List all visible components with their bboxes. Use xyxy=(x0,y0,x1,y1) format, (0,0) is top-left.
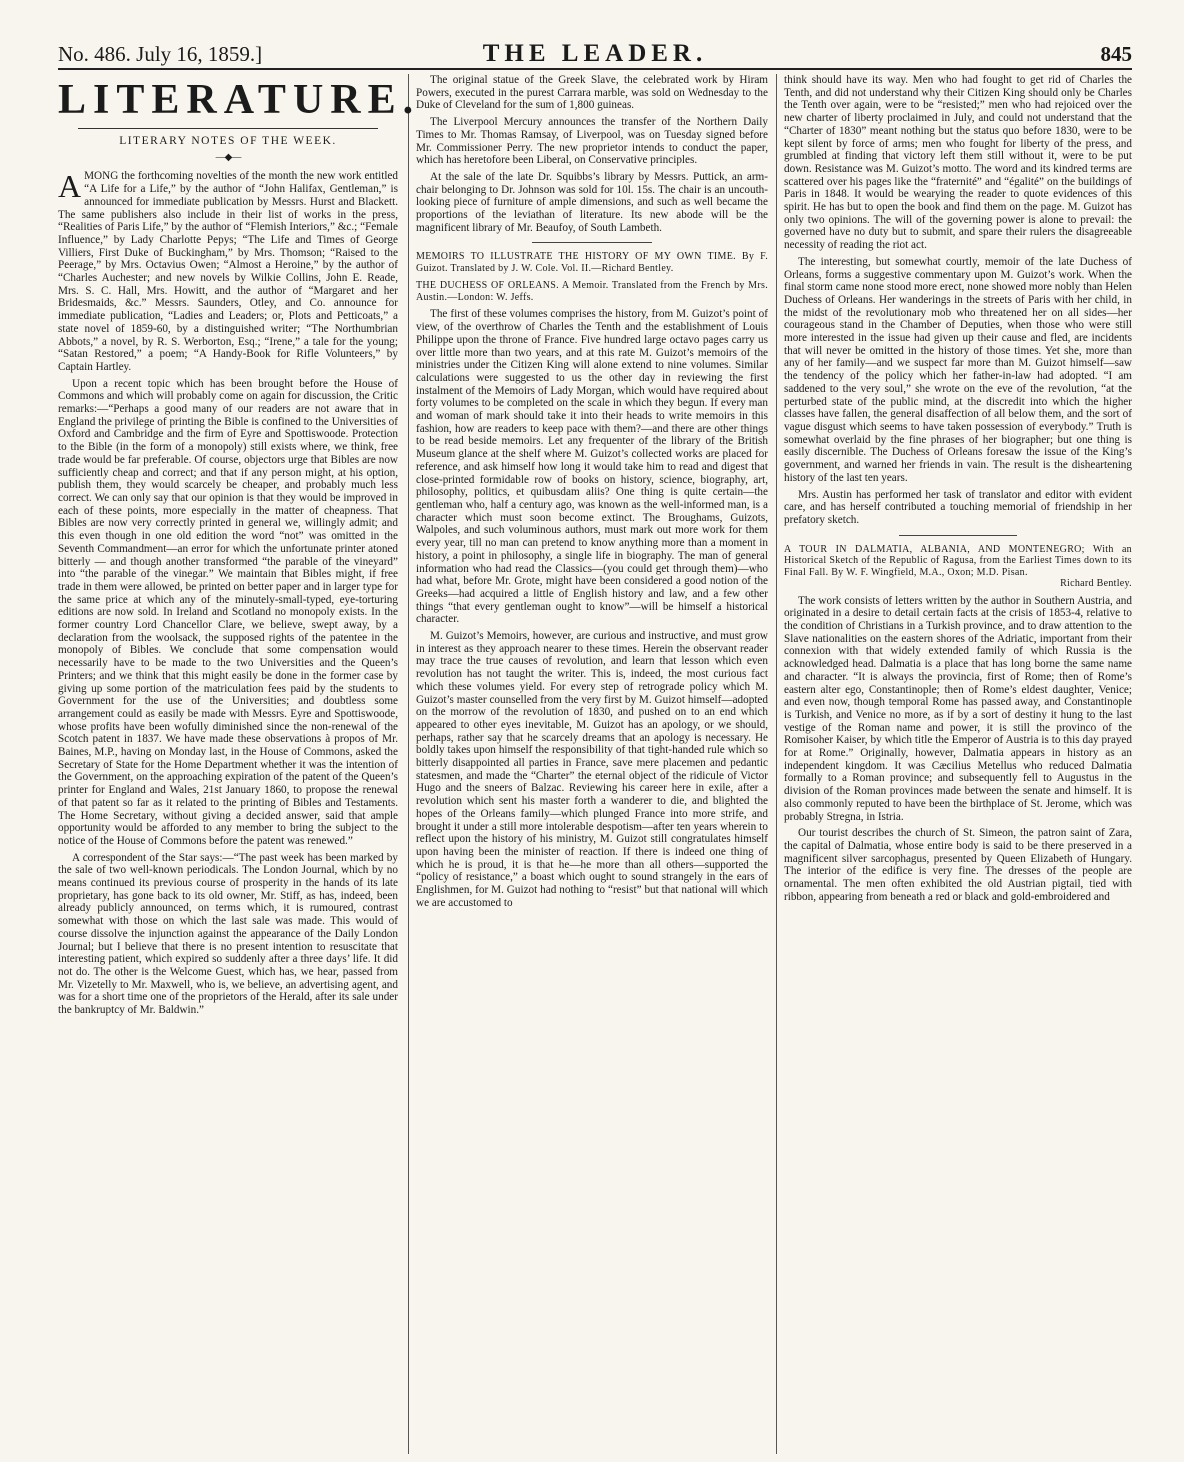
paragraph: The original statue of the Greek Slave, the celebrated work by Hiram Powers, executed in the purest Carrara marble, was sold on Wednesday to the Duke of Cleveland for the sum of 1,800 guineas. xyxy=(416,74,768,112)
paragraph xyxy=(58,170,398,373)
paragraph: Mrs. Austin has performed her task of translator and editor with evident care, and has herself contributed a touching memorial of friendship in her prefatory sketch. xyxy=(784,488,1132,526)
separator xyxy=(899,535,1017,536)
newspaper-title: THE LEADER. xyxy=(482,40,708,67)
review-title xyxy=(784,544,1132,590)
section-subheading: LITERARY NOTES OF THE WEEK. xyxy=(119,135,337,147)
column-2 xyxy=(416,74,768,913)
ornament: —◆— xyxy=(215,151,241,163)
heading-rule xyxy=(78,128,377,129)
paragraph: At the sale of the late Dr. Squibbs’s library by Messrs. Puttick, an arm-chair belonging to Dr. Johnson was sold for 10l. 15s. The chair is an uncouth-looking piece of furniture of ample dimensions, and such as well became the proportions of the leviathan of literature. Its new abode will be the magnificent library of Mr. Beaufoy, of South Lambeth. xyxy=(416,170,768,234)
paragraph-text: MONG the forthcoming novelties of the month the new work entitled “A Life for a Life,” by the author of “John Halifax, Gentleman,” is announced for immediate publication by Messrs. Hurst and Blackett. The same publishers also include in their list of works in the press, “Realities of Paris Life,” by the author of “Flemish Interiors,” &c.; “Female Influence,” by Lady Charlotte Pepys; “The Life and Times of George Villiers, First Duke of Buckingham,” by Mrs. Thomson; “Raised to the Peerage,” by Mrs. Octavius Owen; “Almost a Heroine,” by the author of “Charles Auchester; and new novels by Wilkie Collins, John E. Reade, Mrs. S. C. Hall, Mrs. Howitt, and the author of “Margaret and her Bridesmaids, &c.” Messrs. Saunders, Otley, and Co. announce for immediate publication, “Ladies and Leaders; or, Plots and Petticoats,” a state novel of 1859-60, by a distinguished writer; “The Northumbrian Abbots,” a novel, by R. S. Werborton, Esq.; “Irene,” a tale for the young; “Satan Restored,” a poem; “A Handy-Book for Rifle Volunteers,” by Captain Hartley. xyxy=(58,170,398,373)
paragraph: Upon a recent topic which has been brought before the House of Commons and which will probably come on again for discussion, the Critic remarks:—“Perhaps a good many of our readers are not aware that in England the privilege of printing the Bible is confined to the Universities of Oxford and Cambridge and the firm of Eyre and Spottiswoode. Protection to the Bible (in the form of a monopoly) still exists where, we think, free trade would be far preferable. Of course, objectors urge that Bibles are now sufficiently cheap and correct; and that if any person might, at his option, publish them, they would scarcely be cheaper, and probably much less correct. We can only say that our opinion is that they would be improved in each of these points, more especially in the matter of cheapness. That Bibles are now very correctly printed in general we, willingly admit; and this even though in one old edition the word “not” was omitted in the Seventh Commandment—an error for which the unfortunate printer atoned bitterly — and though another transformed “the parable of the vineyard” into “the parable of the vinegar.” We maintain that Bibles might, if free trade in them were allowed, be printed on better paper and in larger type for the same price at which any of the minutely-small-typed, eye-torturing editions are now sold. In Ireland and Scotland no monopoly exists. In the former country Lord Chancellor Clare, we believe, swept away, by a declaration from the woolsack, the supposed rights of the patentee in the monopoly of Bibles. We conclude that some compensation would necessarily have to be made to the two Universities and the Queen’s Printers; and we think that this might easily be done in the former case by giving up some portion of the matriculation fees paid by the students to Government for the use of the Universities; and doubtless some arrangement could as easily be made with Messrs. Eyre and Spottiswoode, whose profits have been wofully diminished since the non-renewal of the Scotch patent in 1837. We have made these observations à propos of Mr. Baines, M.P., having on Monday last, in the House of Commons, asked the Secretary of State for the Home Department whether it was the intention of the Government, on the approaching expiration of the patent of the Queen’s printer for England and Wales, 21st January 1860, to propose the renewal of that patent so far as it related to the printing of Bibles and Testaments. The Home Secretary, without giving a decided answer, said that ample opportunity would be afforded to any member to bring the subject to the notice of the House of Commons before the patent was renewed.” xyxy=(58,377,398,847)
review-title-text: A TOUR IN DALMATIA, ALBANIA, AND MONTENEGRO; With an Historical Sketch of the Republic of Ragusa, from the Earliest Times down to its Final Fall. By W. F. Wingfield, M.A., Oxon; M.D. Pisan. xyxy=(784,543,1132,578)
review-publisher: Richard Bentley. xyxy=(1060,578,1132,590)
paragraph: M. Guizot’s Memoirs, however, are curious and instructive, and must grow in interest as they approach nearer to these times. Herein the observant reader may trace the true causes of revolution, and learn that lesson which even revolution has not taught the writer. This is, indeed, the most curious fact which these volumes yield. For every step of retrograde policy which M. Guizot’s master counselled from the very first by M. Guizot himself—adopted on the morrow of the revolution of 1830, and pushed on to an end which appeared to other eyes inevitable, M. Guizot has an apology, or we should, perhaps, rather say that he scarcely dreams that an apology is necessary. He boldly takes upon himself the responsibility of that tight-handed rule which so bitterly disappointed all parties in France, save mere placemen and pedantic statesmen, and made the “Charter” the eternal object of the ridicule of Victor Hugo and the sneers of Balzac. Reviewing his career here in exile, after a revolution which sent his master forth a wanderer to die, and blighted the hopes of the Orleans family—which plunged France into more strife, and brought it under a still more intolerable despotism—after ten years wherein to reflect upon the history of his ministry, M. Guizot still congratulates himself upon having been the minister of reaction. If there is indeed one thing of which he is proud, it is that he—he more than all others—supported the “policy of resistance,” a boast which ought to sound strangely in the ears of Englishmen, for M. Guizot had nothing to “resist” but that national will which we are accustomed to xyxy=(416,630,768,909)
paragraph: The work consists of letters written by the author in Southern Austria, and originated in a desire to detail certain facts at the crisis of 1853-4, relative to the condition of Christians in a Turkish province, and to draw attention to the Slave nationalities on the eastern shores of the Adriatic, important from their connexion with that widely extended family of which Russia is the acknowledged head. Dalmatia is a place that has long borne the same name and character. “It is always the provincia, first of Rome; then of Rome’s eastern alter ego, Constantinople; then of Rome’s eldest daughter, Venice; and even now, though temporal Rome has passed away, and Constantinople is Turkish, and Venice no more, as if by a sort of destiny it hung to the last vestige of the Roman name and power, it is still the provinco of the Romisoher Kaiser, by which title the Emperor of Austria is to this day prayed for at Rome.” Originally, however, Dalmatia appears in history as an independent kingdom. It was Cæcilius Metellus who reduced Dalmatia formally to a Roman province; and subsequently fell to Augustus in the division of the Roman provinces made between the senate and himself. It is also commonly reputed to have been the birthplace of St. Jerome, which was probably Stregna, in Istria. xyxy=(784,594,1132,823)
review-title: MEMOIRS TO ILLUSTRATE THE HISTORY OF MY OWN TIME. By F. Guizot. Translated by J. W. Cole. Vol. II.—Richard Bentley. xyxy=(416,251,768,274)
drop-cap: A xyxy=(58,168,82,205)
column-divider-2 xyxy=(776,74,777,1454)
paragraph: A correspondent of the Star says:—“The past week has been marked by the sale of two well-known periodicals. The London Journal, which by no means continued its previous course of prosperity in the hands of its late proprietary, has gone back to its old owner, Mr. Stiff, as has, indeed, been already publicly announced, on terms which, it is rumoured, contrast somewhat with those on which the last sale was made. This would of course dissolve the injunction against the appearance of the Daily London Journal; but I believe that there is no present intention to resuscitate that interesting patient, which expired so suddenly after a three days’ life. It did not do. The other is the Welcome Guest, which has, we hear, passed from Mr. Vizetelly to Mr. Maxwell, who is, we believe, an advertising agent, and was for a short time one of the proprietors of the Herald, after its sale under the bankruptcy of Mr. Baldwin.” xyxy=(58,851,398,1017)
review-title: THE DUCHESS OF ORLEANS. A Memoir. Translated from the French by Mrs. Austin.—London: W. Jeffs. xyxy=(416,280,768,303)
paragraph: think should have its way. Men who had fought to get rid of Charles the Tenth, and did not understand why their Citizen King should only be Charles the Tenth over again, were to be “resisted;” men who had rejoiced over the new charter of liberty proclaimed in July, and could not understand that the “Charter of 1830” meant nothing but the status quo before 1830, were to be kept silent by force of arms; men who fought for liberty of the press, and grumbled at finding that victory left them still without it, were to be put down. Resistance was M. Guizot’s motto. The word and its kindred terms are scattered over his pages like the “fraternité” and “égalité” on the buildings of Paris in 1848. It would be wearying the reader to quote evidences of this spirit. He has but to open the book and find them on the page. M. Guizot has only two opinions. The will of the governing power is alone to prevail: the governed have no duty but to submit, and spare their rulers the disagreeable necessity of reading the riot act. xyxy=(784,74,1132,252)
paragraph: The interesting, but somewhat courtly, memoir of the late Duchess of Orleans, forms a suggestive commentary upon M. Guizot’s work. When the final storm came none stood more erect, none showed more nobly than Helen Duchess of Orleans. Her wanderings in the streets of Paris with her child, in the midst of the revolutionary mob who threatened her on all sides—her courageous stand in the Chamber of Deputies, when those who were still more interested in the issue had given up their cause and fled, are incidents that will never be omitted in the history of those times. Yet she, more than any of her family—and we suspect far more than M. Guizot himself—saw the tendency of the policy which her father-in-law had adopted. “I am saddened to the very soul,” she wrote on the eve of the revolution, “at the perturbed state of the public mind, at the discredit into which the higher classes have fallen, the general disaffection of all below them, and the sort of vague disgust which seems to have taken possession of everybody.” Truth is somewhat overlaid by the fine phrases of her biographer; but one thing is easily discernible. The Duchess of Orleans foresaw the issue of the King’s government, and warned her friends in vain. The result is the disheartening history of the last ten years. xyxy=(784,255,1132,484)
column-1 xyxy=(58,74,421,1021)
paragraph: Our tourist describes the church of St. Simeon, the patron saint of Zara, the capital of Dalmatia, whose entire body is said to be there preserved in a magnificent silver sarcophagus, presented by Queen Elizabeth of Hungary. The interior of the edifice is very fine. The dresses of the people are ornamental. The men often exhibited the old Austrian pigtail, tied with ribbon, appearing from beneath a red or black and gold-embroidered and xyxy=(784,827,1132,903)
separator xyxy=(532,242,652,243)
column-divider-1 xyxy=(408,74,409,1454)
page-header xyxy=(58,40,1132,68)
page-number: 845 xyxy=(1100,42,1132,66)
header-rule xyxy=(58,68,1132,70)
issue-number-date: No. 486. July 16, 1859.] xyxy=(58,42,263,66)
paragraph: The first of these volumes comprises the history, from M. Guizot’s point of view, of the overthrow of Charles the Tenth and the establishment of Louis Philippe upon the throne of France. Five hundred large octavo pages carry us over little more than two years, and at this rate M. Guizot’s memoirs of the ministries under the Citizen King will alone extend to nine volumes. Similar calculations were suggested to us the other day in reviewing the first instalment of the Memoirs of Lady Morgan, which would have required about forty volumes to be completed on the scale in which they begun. If every man and woman of mark should take it into their heads to write memoirs in this fashion, how are readers to keep pace with them?—and there are other things to be read beside memoirs. Let any frequenter of the library of the British Museum glance at the shelf where M. Guizot’s collected works are placed for reference, and ask himself how long it would take him to read and digest that close-printed formidable row of books on history, science, biography, art, philosophy, politics, et quibusdam aliis? One thing is quite certain—the gentleman who, half a century ago, was known as the well-informed man, is a character which must soon become extinct. The Broughams, Guizots, Walpoles, and such voluminous authors, must mark out more work for them every year, till no man can pretend to know anything more than a moment in history, a point in philosophy, a single life in biography. The man of general information who had read the Classics—(you could get through them)—who had what, before Mr. Grote, might have been considered a good notion of the Greeks—had acquired a little of English history and law, and a few other things “that every gentleman ought to know”—will be himself a historical character. xyxy=(416,308,768,626)
section-heading: LITERATURE. xyxy=(58,77,421,123)
paragraph: The Liverpool Mercury announces the transfer of the Northern Daily Times to Mr. Thomas Ramsay, of Liverpool, was on Tuesday signed before Mr. Commissioner Perry. The new proprietor intends to conduct the paper, which has heretofore been Liberal, on Conservative principles. xyxy=(416,116,768,167)
column-3 xyxy=(784,74,1132,907)
